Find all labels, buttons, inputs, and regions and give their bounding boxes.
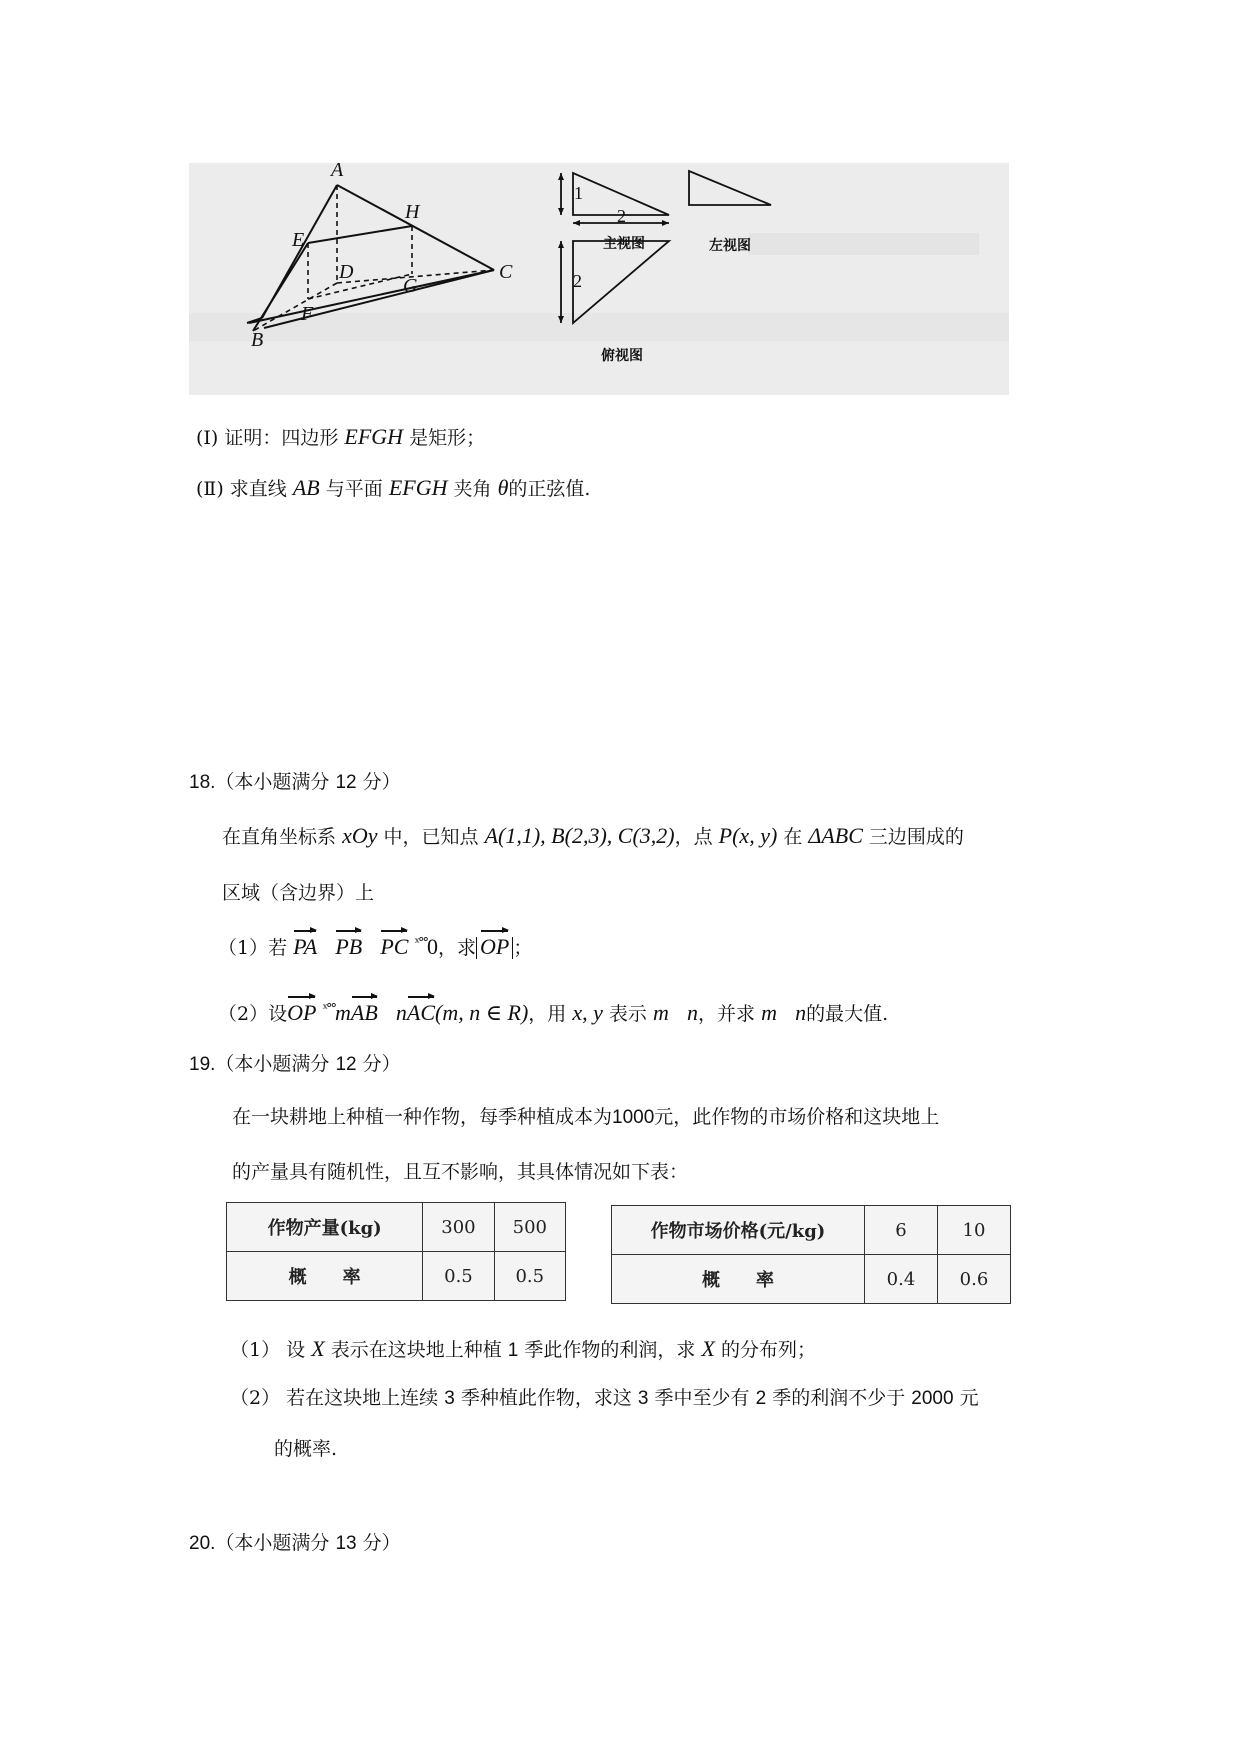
q18-part1: （1）若 PA PB PC $^{ˣ^\circ^\circ}$0，求 OP ； [218, 930, 532, 958]
q19-part1: （1） 设 X 表示在这块地上种植 1 季此作物的利润，求 X 的分布列； [230, 1336, 816, 1361]
yield-table-prob-1: 0.5 [423, 1252, 494, 1301]
front-view-label: 主视图 [603, 236, 645, 252]
q20-header: 20.（本小题满分 13 分） [189, 1532, 401, 1554]
vertex-label-g: G [403, 275, 418, 297]
yield-table-value-300: 300 [423, 1203, 494, 1252]
vertex-label-h: H [405, 201, 420, 223]
dim-1-label: 1 [574, 183, 583, 203]
price-table-prob-2: 0.6 [938, 1255, 1011, 1304]
price-table-value-10: 10 [938, 1206, 1011, 1255]
yield-table-value-500: 500 [494, 1203, 565, 1252]
price-table-prob-1: 0.4 [865, 1255, 938, 1304]
q19-header: 19.（本小题满分 12 分） [189, 1053, 401, 1075]
yield-table [226, 1202, 566, 1301]
figure-scan [189, 159, 1009, 395]
vertex-label-a: A [331, 159, 344, 181]
vertex-label-e: E [292, 229, 305, 251]
vertex-label-f: F [301, 303, 314, 325]
yield-table-header: 作物产量(kg) [227, 1203, 423, 1252]
dim-2-vertical-label: 2 [573, 271, 582, 291]
yield-table-prob-label: 概 率 [227, 1252, 423, 1301]
q17-part1: (Ⅰ) 证明：四边形 EFGH 是矩形； [196, 424, 486, 449]
price-table-prob-label: 概 率 [612, 1255, 865, 1304]
q18-header: 18.（本小题满分 12 分） [189, 771, 401, 793]
q19-stem-line1: 在一块耕地上种植一种作物，每季种植成本为1000元，此作物的市场价格和这块地上 [232, 1106, 940, 1128]
q19-part2-line2: 的概率. [274, 1438, 338, 1460]
vertex-label-c: C [499, 261, 513, 283]
q18-stem-line2: 区域（含边界）上 [222, 882, 375, 904]
price-table-header: 作物市场价格(元/kg) [612, 1206, 865, 1255]
vertex-label-b: B [251, 329, 264, 351]
dim-2-horizontal-label: 2 [617, 206, 626, 226]
q17-part2: (Ⅱ) 求直线 AB 与平面 EFGH 夹角 θ的正弦值. [196, 475, 591, 500]
vertex-label-d: D [339, 261, 354, 283]
tetrahedron-and-three-views [189, 163, 1009, 395]
top-view-label: 俯视图 [601, 348, 643, 364]
price-table [611, 1205, 1011, 1304]
q19-stem-line2: 的产量具有随机性，且互不影响，其具体情况如下表： [232, 1161, 689, 1183]
price-table-value-6: 6 [865, 1206, 938, 1255]
side-view-label: 左视图 [709, 238, 751, 254]
yield-table-prob-2: 0.5 [494, 1252, 565, 1301]
q18-stem-line1: 在直角坐标系 xOy 中，已知点 A(1,1), B(2,3), C(3,2)，点 P(x, y) 在 ΔABC 三边围成的 [222, 823, 964, 848]
q18-part2: （2）设OP $^{ˣ^\circ^\circ}$mAB nAC(m, n ∈ R)，用 x, y 表示 m n，并求 m n的最大值. [218, 996, 888, 1024]
q19-part2: （2） 若在这块地上连续 3 季种植此作物，求这 3 季中至少有 2 季的利润不少于 2000 元 [230, 1387, 979, 1409]
